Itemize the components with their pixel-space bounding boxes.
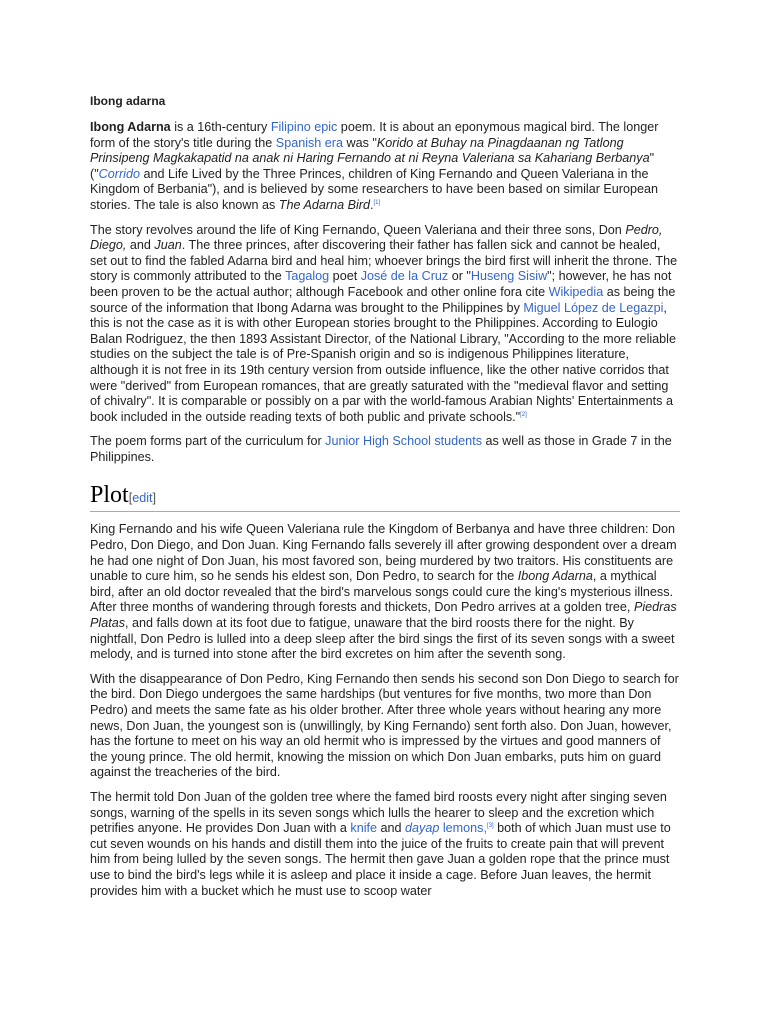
plot-heading-title: Plot (90, 482, 129, 509)
reference-3[interactable]: [3] (486, 822, 494, 829)
plot-heading (90, 481, 680, 512)
link-junior-high-school[interactable]: Junior High School students (325, 434, 482, 449)
plot-paragraph-1: King Fernando and his wife Queen Valeriana rule the Kingdom of Berbanya and have three children: Don Pedro, Don Diego, and Don Juan. King Fernando falls severely ill after growing despondent over a dream he had one night of Don Juan, his most favored son, being murdered by two traitors. His constituents are unable to cure him, so he sends his eldest son, Don Pedro, to search for the Ibong Adarna, a mythical bird, after an old doctor revealed that the bird's marvelous songs could cure the king's mysterious illness. After three months of wandering through forests and thickets, Don Pedro arrives at a golden tree, Piedras Platas, and falls down at its foot due to fatigue, unaware that the bird roosts there for the night. By nightfall, Don Pedro is lulled into a deep sleep after the bird sings the first of its seven songs with a sweet melody, and is turned into stone after the bird excretes on him after the seventh song. (90, 522, 677, 662)
curriculum-paragraph: The poem forms part of the curriculum for Junior High School students as well as those in Grade 7 in the Philippines. (90, 434, 672, 464)
link-huseng-sisiw[interactable]: Huseng Sisiw (470, 269, 548, 284)
link-spanish-era[interactable]: Spanish era (275, 135, 344, 150)
reference-1[interactable]: [1] (373, 199, 381, 206)
link-legazpi[interactable]: Miguel López de Legazpi (523, 300, 664, 315)
intro-paragraph: Ibong Adarna is a 16th-century Filipino epic poem. It is about an eponymous magical bird. The longer form of the story's title during the Spanish era was "Korido at Buhay na Pinagdaanan ng Tatlong Prinsipeng Magkakapatid na anak ni Haring Fernando at ni Reyna Valeriana sa Kahariang Berbanya" ("Corrido and Life Lived by the Three Princes, children of King Fernando and Queen Valeriana in the Kingdom of Berbania"), and is believed by some researchers to have been based on similar European stories. The tale is also known as The Adarna Bird.[1] (90, 120, 659, 212)
article-subject: Ibong Adarna (90, 120, 171, 134)
reference-2[interactable]: [2] (520, 411, 527, 418)
link-filipino-epic[interactable]: Filipino epic (270, 120, 338, 134)
link-corrido[interactable]: Corrido (98, 166, 140, 181)
long-title: Korido at Buhay na Pinagdaanan ng Tatlong Prinsipeng Magkakapatid na anak ni Haring Fernando at ni Reyna Valeriana sa Kahariang Berbanya (90, 135, 650, 166)
link-jose-de-la-cruz[interactable]: José de la Cruz (360, 269, 449, 284)
link-knife[interactable]: knife (350, 821, 378, 836)
plot-paragraph-2: With the disappearance of Don Pedro, King Fernando then sends his second son Don Diego to search for the bird. Don Diego undergoes the same hardships (but ventures for five months, two more than Don Pedro) and meets the same fate as his older brother. After three whole years without hearing any more news, Don Juan, the youngest son is (unwillingly, by King Fernando) sent forth also. Don Juan, however, has the fortune to meet on his way an old hermit who is impressed by the virtues and good manners of the young prince. The old hermit, knowing the mission on which Don Juan embarks, puts him on guard against the treacheries of the bird. (90, 671, 679, 780)
plot-paragraph-3: The hermit told Don Juan of the golden tree where the famed bird roosts every night after singing seven songs, warning of the spells in its seven songs which lulls the hearer to sleep and the excretion which petrifies anyone. He provides Don Juan with a knife and dayap lemons,[3] both of which Juan must use to cut seven wounds on his hands and distill them into the juice of the fruits to create pain that will prevent him from being lulled by the seven songs. The hermit then gave Juan a golden rope that the prince must use to bind the bird's legs while it is asleep and place it inside a cage. Before Juan leaves, the hermit provides him with a bucket which he must use to scoop water (90, 789, 671, 898)
story-paragraph: The story revolves around the life of King Fernando, Queen Valeriana and their three sons, Don Pedro, Diego, and Juan. The three princes, after discovering their father has fallen sick and cannot be healed, set out to find the fabled Adarna bird and heal him; whoever brings the bird first will inherit the throne. The story is commonly attributed to the Tagalog poet José de la Cruz or "Huseng Sisiw"; however, he has not been proven to be the actual author; although Facebook and other online fora cite Wikipedia as being the source of the information that Ibong Adarna was brought to the Philippines by Miguel López de Legazpi, this is not the case as it is with other European stories brought to the Philippines. According to Eulogio Balan Rodriguez, the then 1893 Assistant Director, of the National Library, "According to the more reliable studies on the subject the tale is of Pre-Spanish origin and so is indigenous Philippines literature, although it is not free in its 19th century version from outside influence, like the other native corridos that were "derived" from European romances, that are greatly saturated with the "medieval flavor and setting of chivalry". It is comparable or possibly on a par with the world-famous Arabian Nights' Entertainments a book included in the outside reading texts of both public and private schools."[2] (90, 222, 678, 424)
link-tagalog[interactable]: Tagalog (285, 269, 330, 284)
link-lemons[interactable]: lemons, (439, 821, 487, 836)
link-wikipedia[interactable]: Wikipedia (548, 284, 604, 299)
link-dayap[interactable]: dayap (405, 821, 440, 836)
document-title: Ibong adarna (90, 94, 166, 108)
plot-edit-link[interactable]: edit (132, 491, 153, 506)
article-content (90, 94, 680, 908)
plot-edit-section: [edit] (128, 491, 156, 506)
